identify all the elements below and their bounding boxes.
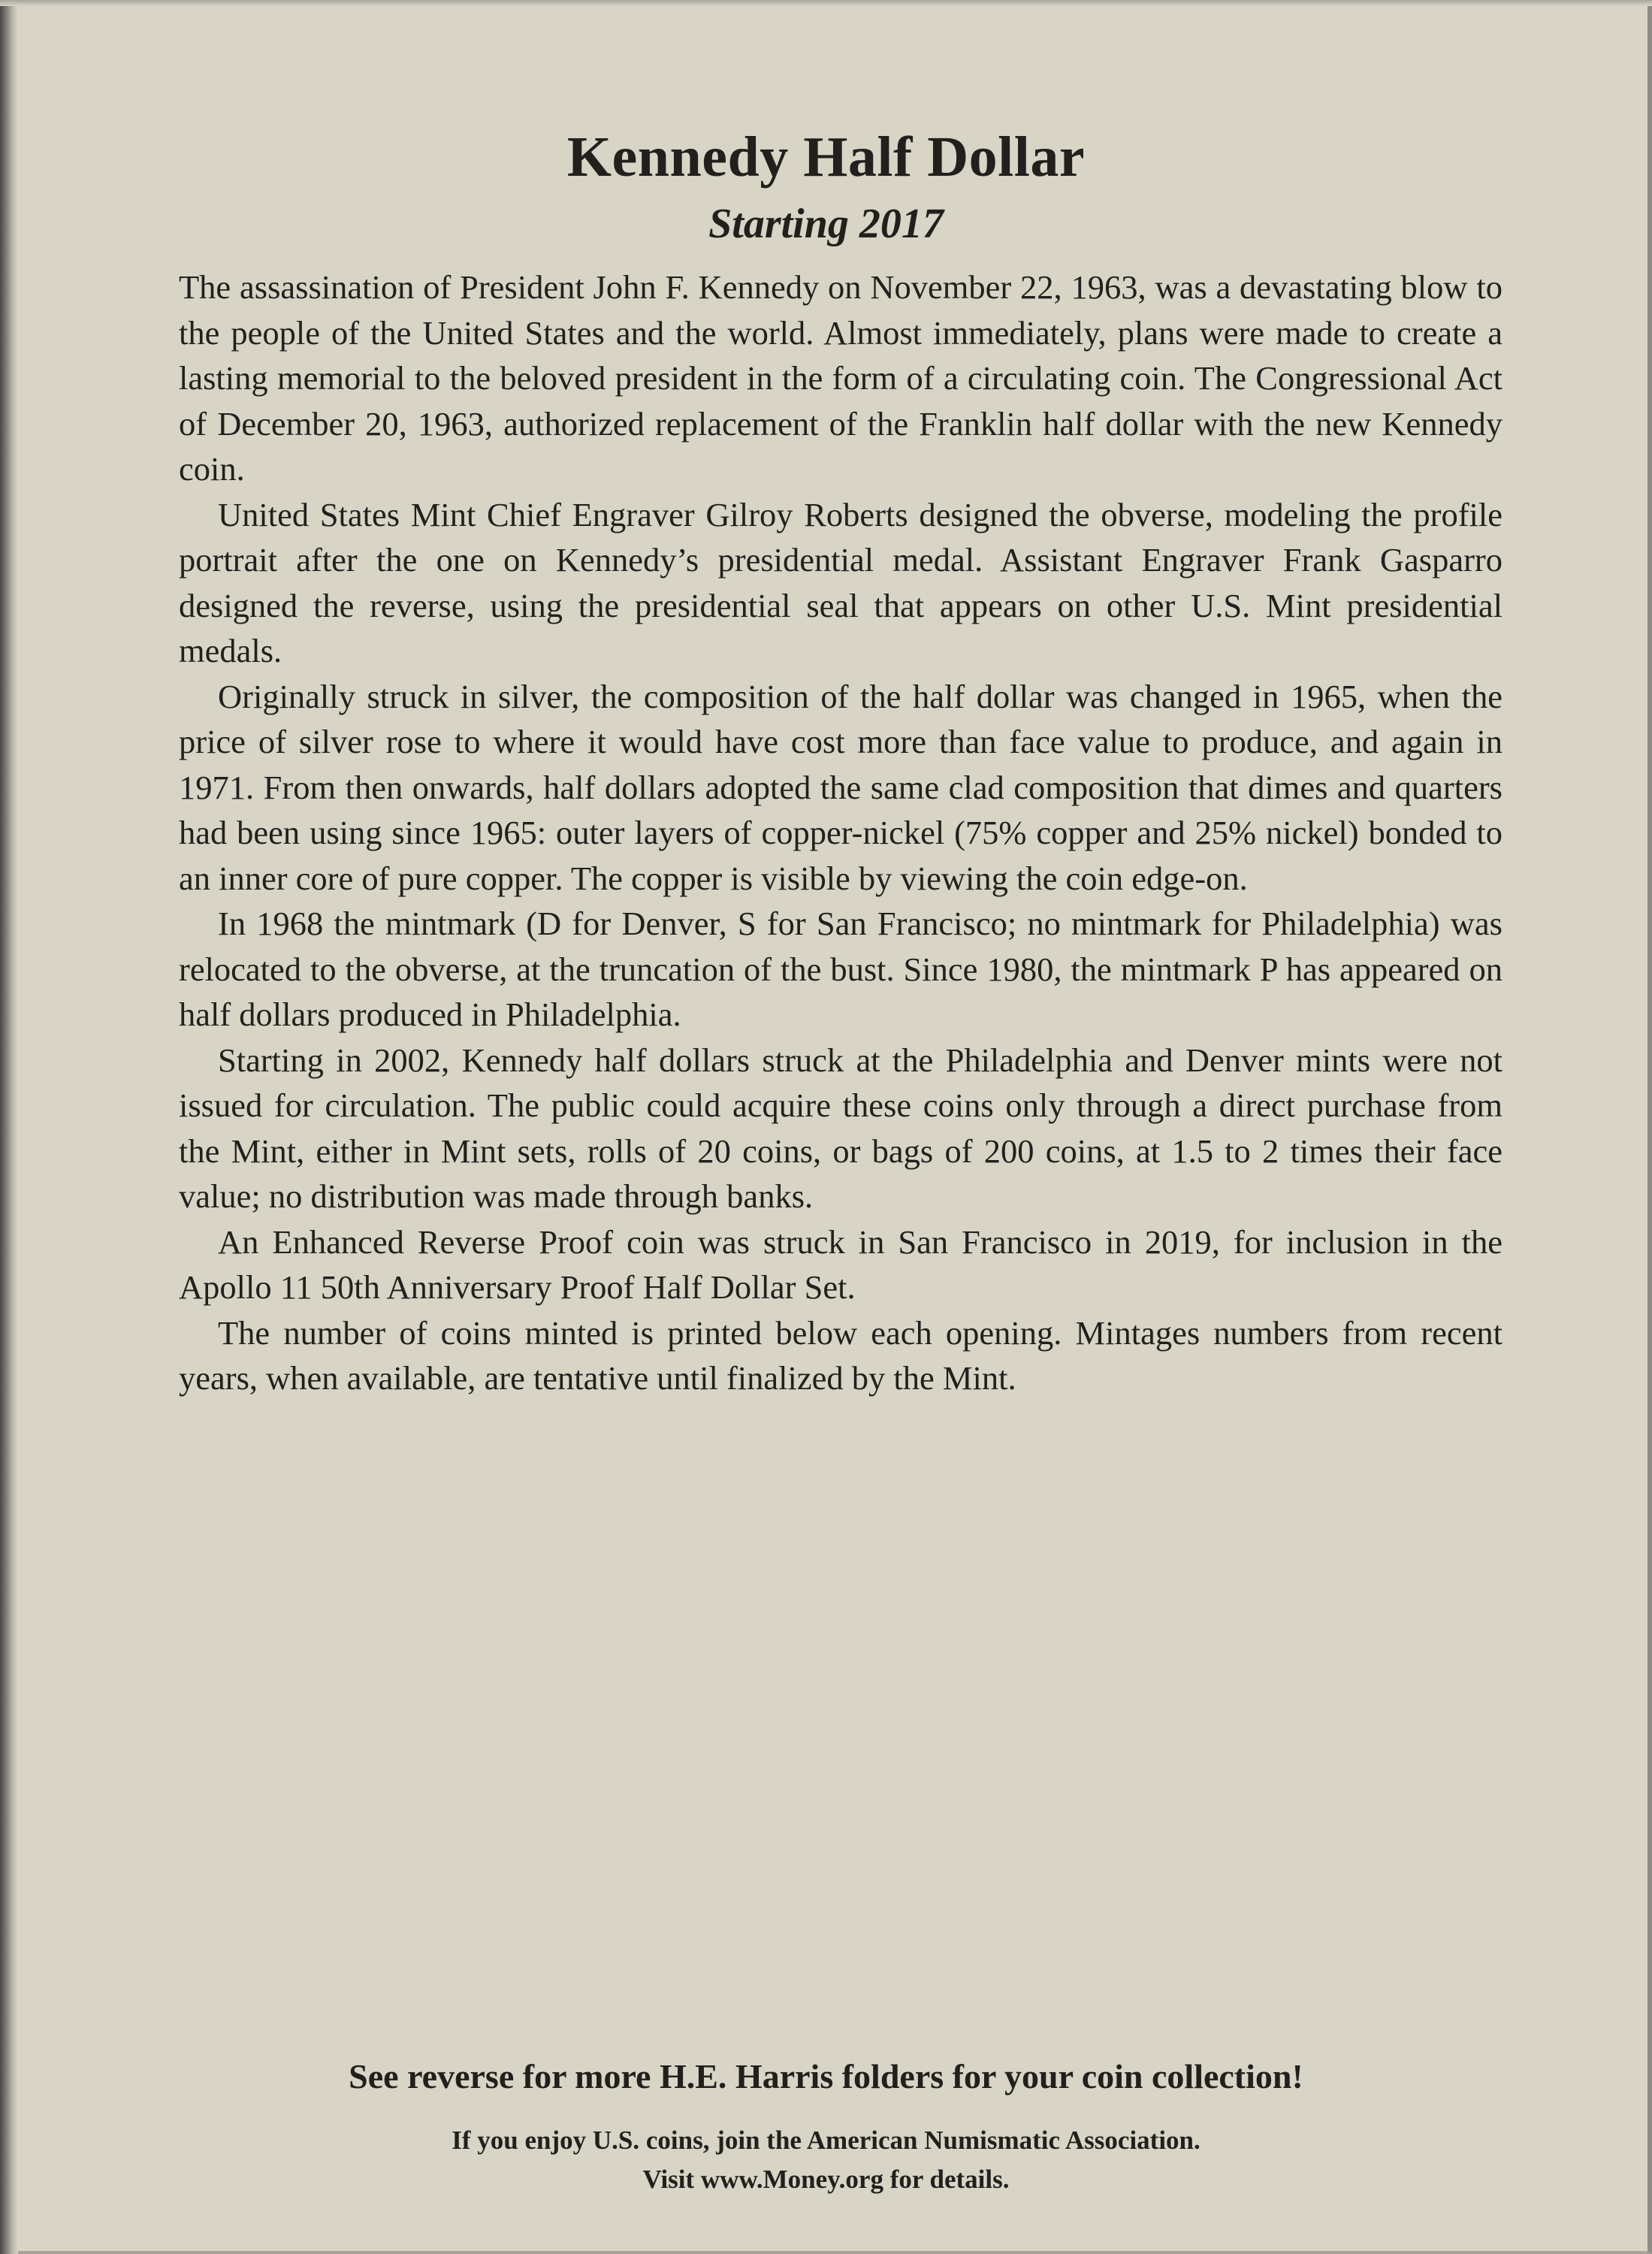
- paragraph-mintmark: In 1968 the mintmark (D for Denver, S for San Francisco; no mintmark for Philadelphia) was relocated to the obverse, at the truncation of the bust. Since 1980, the mintmark P has appeared on half dollars produced in Philadelphia.: [179, 905, 1503, 1033]
- paragraph-reverse-proof: An Enhanced Reverse Proof coin was struck in San Francisco in 2019, for inclusion in the Apollo 11 50th Anniversary Proof Half Dollar Set.: [179, 1222, 1503, 1306]
- footer-ana-line1: If you enjoy U.S. coins, join the American Numismatic Association.: [452, 2126, 1200, 2155]
- paragraph-assassination: The assassination of President John F. Kennedy on November 22, 1963, was a devastating blow to the people of the United States and the world. Almost immediately, plans were made to create a lasting memorial to the beloved president in the form of a circulating coin. The Congressional Act of December 20, 1963, authorized replacement of the Franklin half dollar with the new Kennedy coin.: [179, 268, 1503, 488]
- page-top-edge-shadow: [0, 0, 1652, 6]
- paragraph-composition: Originally struck in silver, the composition of the half dollar was changed in 1965, when the price of silver rose to where it would have cost more than face value to produce, and again in 1971. From then onwards, half dollars adopted the same clad composition that dimes and quarters had been using since 1965: outer layers of copper-nickel (75% copper and 25% nickel) bonded to an inner core of pure copper. The copper is visible by viewing the coin edge-on.: [179, 677, 1503, 897]
- paragraph-mintages: The number of coins minted is printed below each opening. Mintages numbers from recent years, when available, are tentative until finalized by the Mint.: [179, 1313, 1503, 1397]
- page-left-edge-shadow: [0, 0, 18, 2254]
- paragraph-circulation: Starting in 2002, Kennedy half dollars struck at the Philadelphia and Denver mints were not issued for circulation. The public could acquire these coins only through a direct purchase from the Mint, either in Mint sets, rolls of 20 coins, or bags of 200 coins, at 1.5 to 2 times their face value; no distribution was made through banks.: [179, 1041, 1503, 1215]
- article-body: [179, 264, 1503, 1401]
- footer-ana-line2: Visit www.Money.org for details.: [642, 2165, 1010, 2194]
- footer-promo: See reverse for more H.E. Harris folders for your coin collection!: [349, 2057, 1303, 2095]
- page-subtitle: Starting 2017: [708, 201, 944, 247]
- paragraph-designers: United States Mint Chief Engraver Gilroy Roberts designed the obverse, modeling the profile portrait after the one on Kennedy’s presidential medal. Assistant Engraver Frank Gasparro designed the reverse, using the presidential seal that appears on other U.S. Mint presidential medals.: [179, 495, 1503, 669]
- page-title: Kennedy Half Dollar: [566, 125, 1086, 189]
